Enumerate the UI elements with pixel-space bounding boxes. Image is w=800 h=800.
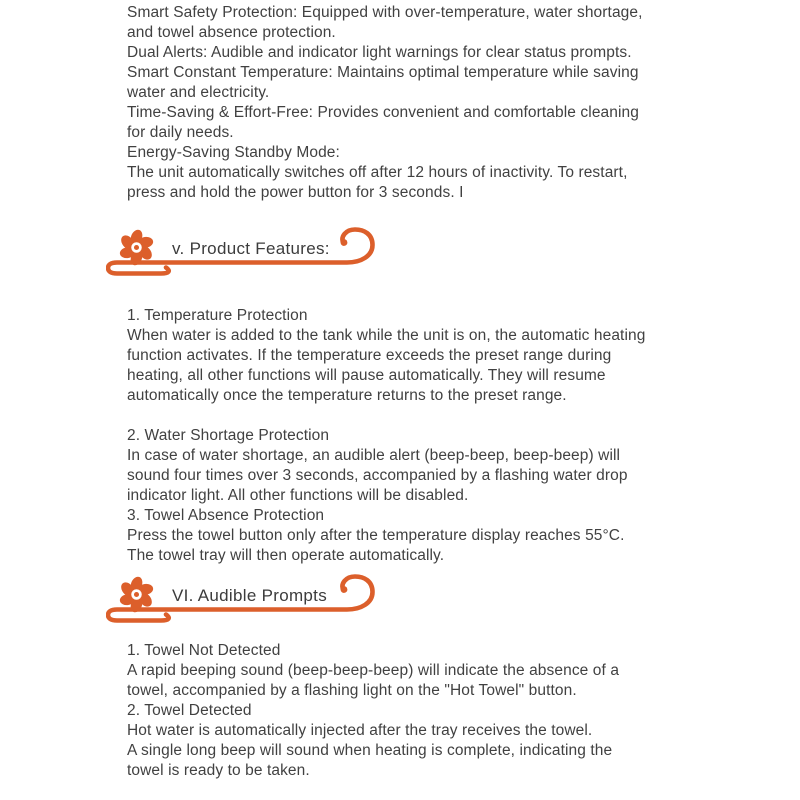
text-line: Time-Saving & Effort-Free: Provides convenient and comfortable cleaning (127, 104, 639, 121)
section-header-audible-prompts (106, 573, 406, 633)
text-line: towel is ready to be taken. (127, 762, 310, 779)
text-line: When water is added to the tank while the unit is on, the automatic heating (127, 327, 646, 344)
text-line: 1. Temperature Protection (127, 307, 308, 324)
text-line: indicator light. All other functions will be disabled. (127, 487, 469, 504)
text-line: and towel absence protection. (127, 24, 336, 41)
text-line: water and electricity. (127, 84, 270, 101)
text-line: Press the towel button only after the temperature display reaches 55°C. (127, 527, 625, 544)
text-line: function activates. If the temperature exceeds the preset range during (127, 347, 612, 364)
text-line: heating, all other functions will pause automatically. They will resume (127, 367, 606, 384)
intro-paragraph (127, 3, 643, 203)
text-line: press and hold the power button for 3 seconds. I (127, 184, 464, 201)
text-line: automatically once the temperature returns to the preset range. (127, 387, 567, 404)
section-heading-audible-prompts: VI. Audible Prompts (172, 586, 327, 605)
text-line: Energy-Saving Standby Mode: (127, 144, 340, 161)
knot-flower-icon (117, 228, 156, 267)
section-heading-product-features: v. Product Features: (172, 239, 330, 258)
text-line: sound four times over 3 seconds, accompanied by a flashing water drop (127, 467, 628, 484)
text-line: A rapid beeping sound (beep-beep-beep) will indicate the absence of a (127, 662, 620, 679)
text-line: The towel tray will then operate automatically. (127, 547, 445, 564)
text-line: Hot water is automatically injected after the tray receives the towel. (127, 722, 593, 739)
text-line: towel, accompanied by a flashing light on the "Hot Towel" button. (127, 682, 577, 699)
text-line: In case of water shortage, an audible alert (beep-beep, beep-beep) will (127, 447, 621, 464)
paragraph-audible-prompts (127, 641, 619, 781)
text-line: 2. Towel Detected (127, 702, 252, 719)
section-header-product-features (106, 226, 406, 286)
text-line: A single long beep will sound when heating is complete, indicating the (127, 742, 613, 759)
text-line: 3. Towel Absence Protection (127, 507, 325, 524)
text-line: 1. Towel Not Detected (127, 642, 281, 659)
knot-flower-icon (117, 575, 156, 614)
text-line: for daily needs. (127, 124, 234, 141)
text-line: Smart Constant Temperature: Maintains optimal temperature while saving (127, 64, 639, 81)
text-line: Smart Safety Protection: Equipped with over-temperature, water shortage, (127, 4, 643, 21)
paragraph-temperature-protection (127, 306, 645, 406)
text-line: The unit automatically switches off after 12 hours of inactivity. To restart, (127, 164, 628, 181)
text-line: 2. Water Shortage Protection (127, 427, 330, 444)
text-line: Dual Alerts: Audible and indicator light warnings for clear status prompts. (127, 44, 632, 61)
paragraph-water-shortage-and-towel-absence (127, 426, 628, 566)
